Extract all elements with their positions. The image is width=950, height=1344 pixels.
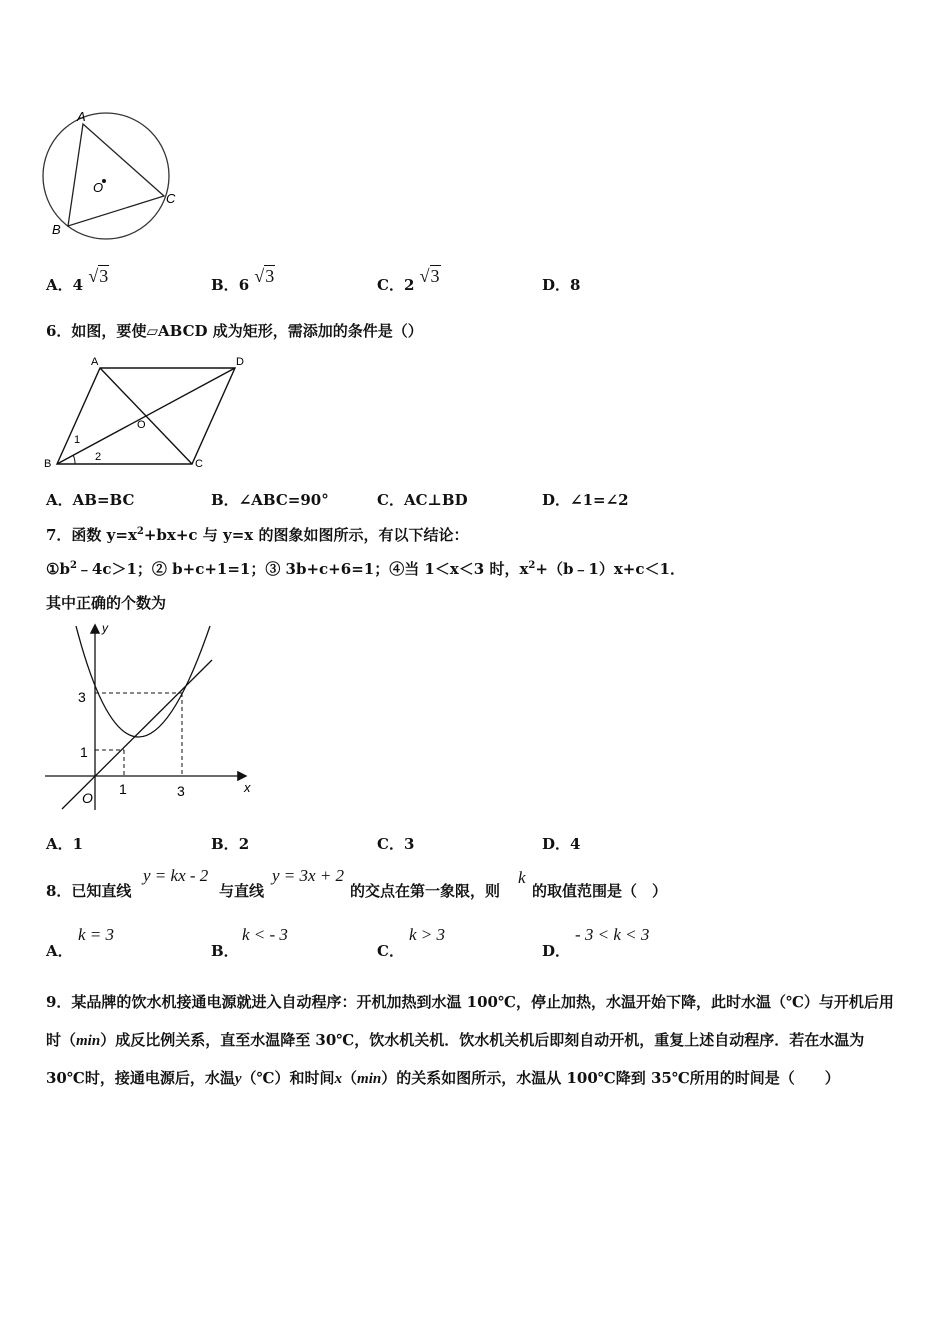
- q8-line2-equation: y = 3x + 2: [272, 866, 345, 885]
- q9-text: （: [342, 1069, 358, 1087]
- q5-option-a: [46, 266, 109, 295]
- q7-option-d: [542, 833, 580, 854]
- option-letter: D．: [542, 942, 571, 960]
- stem-part: 7．函数 y=x: [46, 526, 137, 544]
- option-text: ∠ABC=90°: [238, 491, 329, 509]
- q9-stem: [46, 984, 906, 1099]
- q8-option-b: [211, 940, 239, 961]
- option-text: AC⊥BD: [403, 491, 468, 509]
- label-angle-2: 2: [95, 451, 102, 463]
- q9-variable: y: [234, 1071, 242, 1087]
- option-text: 4: [570, 835, 581, 853]
- superscript: 2: [69, 560, 77, 571]
- option-letter: A．: [46, 942, 73, 960]
- superscript: 2: [136, 526, 144, 537]
- x-axis-label: x: [244, 780, 251, 795]
- option-coef: 2: [403, 276, 415, 294]
- q8-option-b-math: k < - 3: [242, 925, 288, 944]
- option-letter: C．: [377, 491, 404, 509]
- q6-option-b: [211, 489, 329, 510]
- q8-option-d-math: - 3 < k < 3: [575, 925, 650, 944]
- radicand: 3: [430, 266, 440, 286]
- q9-unit: min: [76, 1032, 101, 1049]
- radicand: 3: [99, 266, 109, 286]
- q8-stem-suffix2: 的取值范围是（ ）: [532, 882, 668, 900]
- label-c: C: [166, 191, 176, 206]
- q8-option-d: [542, 940, 570, 961]
- q8-option-c: [377, 940, 404, 961]
- parallelogram-figure: [38, 352, 253, 474]
- q8-option-a: [46, 940, 73, 961]
- q6-option-d: [542, 489, 629, 510]
- option-letter: B．: [211, 491, 239, 509]
- q8-stem-prefix: 8．已知直线: [46, 882, 132, 900]
- q8-option-a-math: k = 3: [78, 925, 115, 944]
- label-o: O: [93, 180, 104, 195]
- option-letter: C．: [377, 942, 404, 960]
- option-coef: 6: [238, 276, 250, 294]
- q9-text: （℃）和时间: [241, 1069, 335, 1087]
- q8-stem-suffix1: 的交点在第一象限，则: [350, 882, 501, 900]
- x-tick-3: 3: [177, 783, 185, 799]
- circumcircle: [43, 113, 169, 239]
- q8-line1-equation: y = kx - 2: [143, 866, 209, 885]
- option-text: 2: [238, 835, 250, 853]
- q6-option-a: [46, 489, 134, 510]
- option-text: 1: [72, 835, 84, 853]
- q6-stem: 6．如图，要使▱ABCD 成为矩形，需添加的条件是（）: [46, 322, 423, 340]
- option-letter: A．: [46, 491, 73, 509]
- parabola-line-graph: [40, 618, 265, 818]
- option-letter: D．: [542, 835, 571, 853]
- option-letter: A．: [46, 276, 73, 294]
- q5-option-c: [377, 266, 441, 295]
- option-text: 3: [403, 835, 415, 853]
- triangle-abc: [68, 124, 164, 226]
- diagonal-bd: [57, 368, 235, 464]
- superscript: 2: [528, 560, 536, 571]
- option-text: ∠1=∠2: [570, 491, 629, 509]
- option-text: 8: [570, 276, 581, 294]
- q9-unit: min: [357, 1071, 382, 1087]
- q9-text: ）的关系如图所示，水温从 100℃降到 35℃所用的时间是（ ）: [381, 1069, 840, 1087]
- option-letter: C．: [377, 276, 404, 294]
- y-axis-label: y: [102, 621, 108, 635]
- q7-conclusions: [46, 558, 685, 579]
- y-tick-1: 1: [80, 744, 88, 760]
- conclusion-part: +（b﹣1）x+c＜1．: [535, 560, 685, 578]
- q9-variable: x: [334, 1071, 343, 1087]
- option-coef: 4: [72, 276, 84, 294]
- option-letter: A．: [46, 835, 73, 853]
- q7-stem: [46, 524, 468, 545]
- y-tick-3: 3: [78, 689, 86, 705]
- conclusion-part: ﹣4c＞1；② b+c+1=1；③ 3b+c+6=1；④当 1＜x＜3 时，x: [76, 560, 529, 578]
- q7-option-b: [211, 833, 249, 854]
- q7-question: 其中正确的个数为: [46, 594, 167, 612]
- q7-option-a: [46, 833, 83, 854]
- sqrt-expression: √3: [419, 266, 440, 286]
- circle-triangle-figure: [38, 105, 188, 240]
- q9-text: 9．某品牌的饮水机接通电源就进入自动程序：开机加热到水温 100℃，停止加热，水温开始下降，此时水温（℃）与开机后用时（: [46, 993, 894, 1049]
- option-letter: D．: [542, 491, 571, 509]
- angle-arc-2: [73, 455, 75, 464]
- stem-part: +bx+c 与 y=x 的图象如图所示，有以下结论：: [143, 526, 469, 544]
- label-b: B: [52, 222, 61, 237]
- q7-option-c: [377, 833, 414, 854]
- q8-stem-middle: 与直线: [219, 882, 265, 900]
- label-c: C: [195, 458, 203, 470]
- radicand: 3: [265, 266, 275, 286]
- origin-label: O: [82, 790, 93, 806]
- option-text: AB=BC: [72, 491, 135, 509]
- q8-k-variable: k: [518, 868, 526, 887]
- sqrt-expression: √3: [88, 266, 109, 286]
- label-a: A: [91, 356, 99, 368]
- option-letter: C．: [377, 835, 404, 853]
- q5-option-b: [211, 266, 275, 295]
- label-b: B: [44, 458, 52, 470]
- option-letter: B．: [211, 276, 239, 294]
- line-y-equals-x: [62, 660, 212, 809]
- conclusion-part: ①b: [46, 560, 70, 578]
- option-letter: B．: [211, 942, 239, 960]
- option-letter: B．: [211, 835, 239, 853]
- label-d: D: [236, 356, 244, 368]
- q8-option-c-math: k > 3: [409, 925, 446, 944]
- label-a: A: [77, 109, 86, 124]
- x-tick-1: 1: [119, 781, 127, 797]
- option-letter: D．: [542, 276, 571, 294]
- q9-text: ）成反比例关系，直至水温降至 30℃，饮水机关机．饮水机关机后即刻自动开机，重复上述自动程序．若在水温为 30℃时，接通电源后，水温: [46, 1030, 865, 1087]
- q5-option-d: [542, 274, 580, 295]
- label-angle-1: 1: [74, 434, 81, 446]
- label-o: O: [137, 419, 146, 431]
- sqrt-expression: √3: [254, 266, 275, 286]
- q6-option-c: [377, 489, 468, 510]
